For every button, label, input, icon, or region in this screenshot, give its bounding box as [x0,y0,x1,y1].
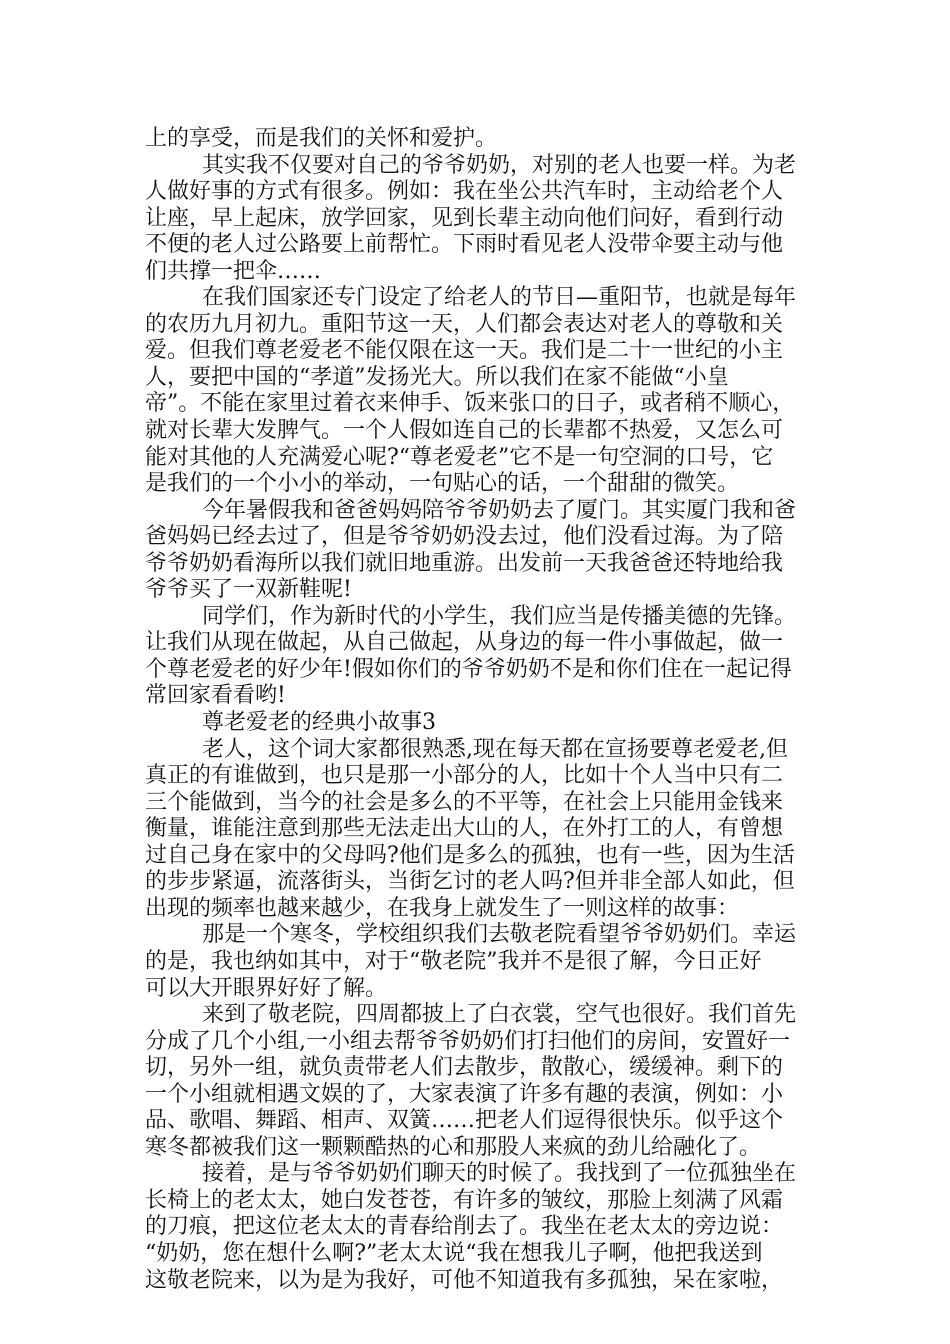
text-line: 切，另外一组，就负责带老人们去散步，散散心，缓缓神。剩下的 [145,1055,784,1081]
text-line: 过自己身在家中的父母吗?他们是多么的孤独，也有一些，因为生活 [145,842,795,868]
text-line: 的农历九月初九。重阳节这一天，人们都会表达对老人的尊敬和关 [145,311,784,337]
text-line: 爸妈妈已经去过了，但是爷爷奶奶没去过，他们没看过海。为了陪 [145,524,784,550]
text-line: 这敬老院来，以为是为我好，可他不知道我有多孤独，呆在家啦， [145,1267,784,1293]
text-line: 今年暑假我和爸爸妈妈陪爷爷奶奶去了厦门。其实厦门我和爸 [202,497,797,523]
text-line: 爷爷奶奶看海所以我们就旧地重游。出发前一天我爸爸还特地给我 [145,550,784,576]
text-line: 那是一个寒冬，学校组织我们去敬老院看望爷爷奶奶们。幸运 [202,922,797,948]
text-line: 让我们从现在做起，从自己做起，从身边的每一件小事做起，做一 [145,630,784,656]
text-line: 在我们国家还专门设定了给老人的节日—重阳节，也就是每年 [202,285,797,311]
text-line: 品、歌唱、舞蹈、相声、双簧……把老人们逗得很快乐。似乎这个 [145,1108,784,1134]
text-line: 同学们，作为新时代的小学生，我们应当是传播美德的先锋。 [202,603,797,629]
text-line: 们共撑一把伞…… [145,258,322,284]
text-line: 长椅上的老太太，她白发苍苍，有许多的皱纹，那脸上刻满了风霜 [145,1187,784,1213]
text-line: 上的享受，而是我们的关怀和爱护。 [145,126,498,151]
text-line: “奶奶，您在想什么啊?”老太太说“我在想我儿子啊，他把我送到 [145,1240,763,1266]
text-line: 老人，这个词大家都很熟悉,现在每天都在宣扬要尊老爱老,但 [202,736,788,762]
text-line: 真正的有谁做到，也只是那一小部分的人，比如十个人当中只有二 [145,763,784,789]
text-line: 出现的频率也越来越少，在我身上就发生了一则这样的故事： [145,895,740,921]
text-line: 让座，早上起床，放学回家，见到长辈主动向他们问好，看到行动 [145,205,784,231]
text-line: 是我们的一个小小的举动，一句贴心的话，一个甜甜的微笑。 [145,471,740,497]
text-line: 帝”。不能在家里过着衣来伸手、饭来张口的日子，或者稍不顺心， [145,391,795,417]
text-line: 其实我不仅要对自己的爷爷奶奶，对别的老人也要一样。为老 [202,152,797,178]
text-line: 分成了几个小组,一小组去帮爷爷奶奶们打扫他们的房间，安置好一 [145,1028,790,1054]
text-line: 爷爷买了一双新鞋呢! [145,577,352,603]
text-line: 衡量，谁能注意到那些无法走出大山的人，在外打工的人，有曾想 [145,816,784,842]
text-line: 接着，是与爷爷奶奶们聊天的时候了。我找到了一位孤独坐在 [202,1161,797,1187]
text-line: 三个能做到，当今的社会是多么的不平等，在社会上只能用金钱来 [145,789,784,815]
text-line: 尊老爱老的经典小故事3 [202,710,436,736]
text-line: 能对其他的人充满爱心呢?“尊老爱老”它不是一句空洞的口号，它 [145,444,774,470]
text-line: 爱。但我们尊老爱老不能仅限在这一天。我们是二十一世纪的小主 [145,338,784,364]
text-line: 寒冬都被我们这一颗颗酷热的心和那股人来疯的劲儿给融化了。 [145,1134,762,1160]
text-line: 不便的老人过公路要上前帮忙。下雨时看见老人没带伞要主动与他 [145,232,784,258]
text-line: 常回家看看哟! [145,683,286,709]
text-line: 个尊老爱老的好少年!假如你们的爷爷奶奶不是和你们住在一起记得 [145,656,792,682]
text-line: 人，要把中国的“孝道”发扬光大。所以我们在家不能做“小皇 [145,364,729,390]
document-page [145,126,811,1294]
text-line: 的是，我也纳如其中，对于“敬老院”我并不是很了解，今日正好 [145,948,762,974]
text-line: 就对长辈大发脾气。一个人假如连自己的长辈都不热爱，又怎么可 [145,418,784,444]
text-line: 来到了敬老院，四周都披上了白衣裳，空气也很好。我们首先 [202,1002,797,1028]
text-line: 的步步紧逼，流落街头，当街乞讨的老人吗?但并非全部人如此，但 [145,869,795,895]
text-line: 人做好事的方式有很多。例如：我在坐公共汽车时，主动给老个人 [145,179,784,205]
text-line: 可以大开眼界好好了解。 [145,975,388,1001]
text-line: 的刀痕，把这位老太太的青春给削去了。我坐在老太太的旁边说： [145,1214,784,1240]
text-line: 一个小组就相遇文娱的了，大家表演了许多有趣的表演，例如：小 [145,1081,784,1107]
